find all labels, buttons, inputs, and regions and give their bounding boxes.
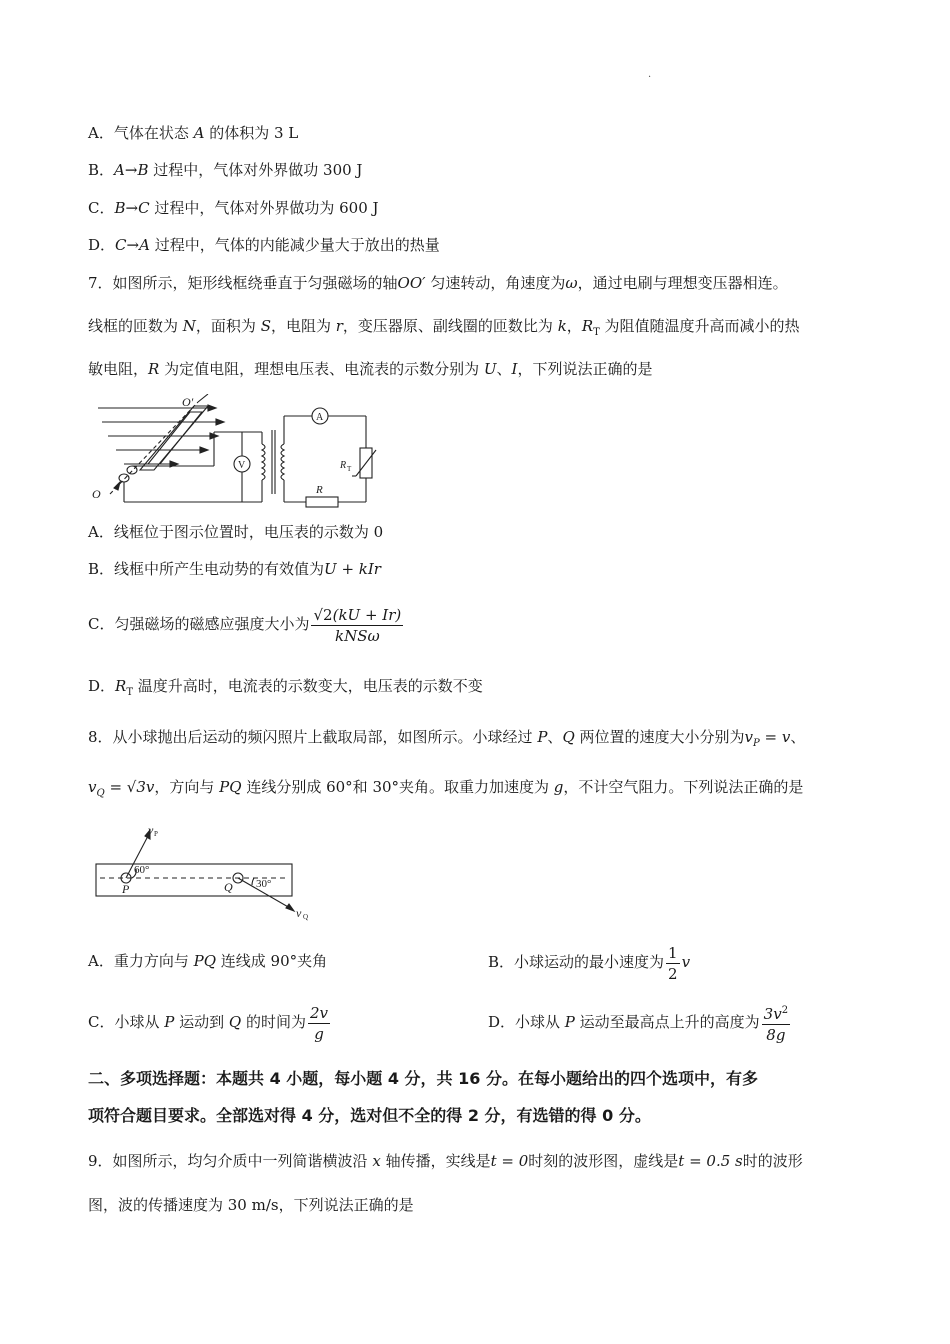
section2-heading-line2: 项符合题目要求。全部选对得 4 分，选对但不全的得 2 分，有选错的得 0 分。 <box>88 1106 651 1125</box>
q7-option-a: A．线框位于图示位置时，电压表的示数为 0 <box>88 523 384 541</box>
q7-stem-line2: 线框的匝数为 N，面积为 S，电阻为 r，变压器原、副线圈的匝数比为 k，$R_T$ 为阻值随温度升高而减小的热 <box>88 317 800 338</box>
q8-fig-vp: v <box>148 823 154 837</box>
section2-heading-line1: 二、多项选择题：本题共 4 小题，每小题 4 分，共 16 分。在每小题给出的四个选项中，有多 <box>88 1069 758 1088</box>
q6-option-d: D．C→A 过程中，气体的内能减少量大于放出的热量 <box>88 236 440 254</box>
q8-fig-p: P <box>122 882 130 896</box>
q8-stem-line2: $v_Q = √3v$，方向与 PQ 连线分别成 60°和 30°夹角。取重力加速度为 g，不计空气阻力。下列说法正确的是 <box>88 778 804 799</box>
q8-option-a: A．重力方向与 PQ 连线成 90°夹角 <box>88 952 328 970</box>
q8-option-b: B．小球运动的最小速度为 $\frac{1}{2}$ v <box>488 943 691 983</box>
q8-projectile-figure <box>92 822 312 922</box>
q6-option-a: A．气体在状态 A 的体积为 3 L <box>88 124 299 142</box>
q8-fig-angle2: 30° <box>256 878 272 890</box>
q8-option-c-fraction: $\frac{2v}{g}$ <box>309 1003 329 1043</box>
q8-fig-angle1: 60° <box>134 864 150 876</box>
q7-option-c-fraction: $\frac{√2(kU + Ir)}{\text{kNSω}}$ <box>313 605 402 645</box>
q6-option-c: C．B→C 过程中，气体对外界做功为 600 J <box>88 199 379 217</box>
q7-fig-o-prime: O′ <box>182 395 194 409</box>
q8-option-c: C．小球从 P 运动到 Q 的时间为 $\frac{2v}{g}$ <box>88 1003 329 1043</box>
q9-stem-line2: 图，波的传播速度为 30 m/s，下列说法正确的是 <box>88 1196 414 1214</box>
q7-fig-voltmeter: V <box>238 460 246 471</box>
q9-stem-line1: 9．如图所示，均匀介质中一列简谐横波沿 x 轴传播，实线是t = 0时刻的波形图，虚线是t = 0.5 s时的波形 <box>88 1152 803 1170</box>
q7-stem-line3: 敏电阻，R 为定值电阻，理想电压表、电流表的示数分别为 U、I，下列说法正确的是 <box>88 360 653 378</box>
q7-circuit-figure <box>90 394 380 510</box>
q8-fig-vp-sub: P <box>154 830 158 838</box>
header-mark: · <box>648 72 652 83</box>
q7-fig-rt-sub: T <box>347 465 352 473</box>
q7-stem-line1: 7．如图所示，矩形线框绕垂直于匀强磁场的轴OO′ 匀速转动，角速度为ω，通过电刷与理想变压器相连。 <box>88 274 788 292</box>
q8-stem-line1: 8．从小球抛出后运动的频闪照片上截取局部，如图所示。小球经过 P、Q 两位置的速度大小分别为$v_P = v$、 <box>88 728 806 749</box>
q7-option-c: C．匀强磁场的磁感应强度大小为 $\frac{√2(kU + Ir)}{\text{kNSω}}$ <box>88 605 402 645</box>
q7-fig-o: O <box>92 487 101 501</box>
q8-option-b-fraction: $\frac{1}{2}$ <box>668 943 678 983</box>
q7-option-d: D．$R_T$ 温度升高时，电流表的示数变大，电压表的示数不变 <box>88 677 483 698</box>
q7-fig-ammeter: A <box>316 412 324 423</box>
q6-option-b: B．A→B 过程中，气体对外界做功 300 J <box>88 161 363 179</box>
q7-fig-r: R <box>316 484 323 496</box>
q8-option-d: D．小球从 P 运动至最高点上升的高度为 $\frac{3v^2}{8g}$ <box>488 1000 792 1045</box>
q8-fig-vq: v <box>296 906 302 920</box>
q8-fig-q: Q <box>224 880 233 894</box>
q7-fig-rt: R <box>340 460 347 471</box>
q8-fig-vq-sub: Q <box>303 913 309 921</box>
q8-option-d-fraction: $\frac{3v^2}{8g}$ <box>762 1001 790 1045</box>
q7-option-b: B．线框中所产生电动势的有效值为U + kIr <box>88 560 381 578</box>
